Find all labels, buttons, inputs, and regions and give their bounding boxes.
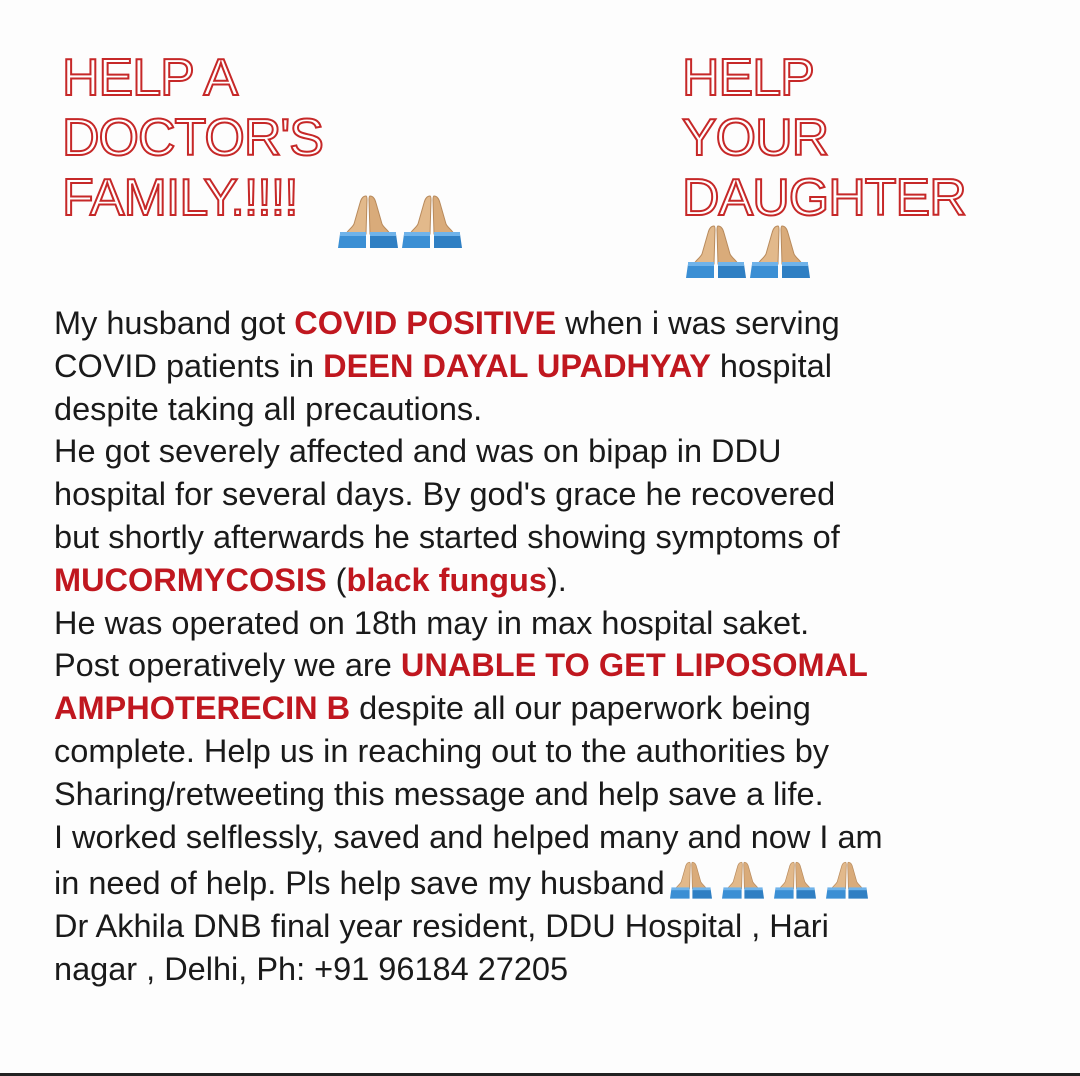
message-line: AMPHOTERECIN B despite all our paperwork being [54,690,811,727]
left-pray-icons [336,190,464,250]
highlight-hospital-name: DEEN DAYAL UPADHYAY [323,347,711,384]
headline-help-doctors-family [62,48,323,228]
headline-right-line-3: DAUGHTER [682,169,966,227]
message-line: My husband got COVID POSITIVE when i was serving [54,305,840,341]
headline-left-line-3: FAMILY.!!!! [62,169,298,227]
message-line: but shortly afterwards he started showing symptoms of [54,518,840,555]
folded-hands-icon [717,858,769,900]
headline-right-line-1: HELP [682,49,814,107]
highlight-drug-name: AMPHOTERECIN B [54,690,351,727]
headline-right-line-2: YOUR [682,109,829,167]
folded-hands-icon [769,858,821,900]
headline-left-line-2: DOCTOR'S [62,109,323,167]
contact-line: nagar , Delhi, Ph: +91 96184 27205 [54,950,569,987]
message-line: Post operatively we are UNABLE TO GET LIPOSOMAL [54,647,868,684]
right-pray-icons [684,220,812,280]
message-line: in need of help. Pls help save my husband [54,858,1064,905]
headline-left-line-1: HELP A [62,49,238,107]
message-line: He got severely affected and was on bipap in DDU [54,433,782,470]
message-line: hospital for several days. By god's grace he recovered [54,476,836,513]
folded-hands-icon [665,858,717,900]
folded-hands-icon [821,858,873,900]
folded-hands-icon [748,220,812,280]
message-line: COVID patients in DEEN DAYAL UPADHYAY hospital [54,347,832,384]
message-line: complete. Help us in reaching out to the authorities by [54,732,830,769]
message-line: MUCORMYCOSIS (black fungus). [54,561,567,598]
appeal-message [54,302,1064,991]
message-line: Sharing/retweeting this message and help save a life. [54,775,824,812]
message-line: despite taking all precautions. [54,390,483,427]
message-line: I worked selflessly, saved and helped many and now I am [54,818,883,855]
highlight-unable-to-get: UNABLE TO GET LIPOSOMAL [400,647,868,684]
highlight-covid-positive: COVID POSITIVE [294,305,557,341]
signature-line: Dr Akhila DNB final year resident, DDU Hospital , Hari [54,908,829,945]
highlight-mucormycosis: MUCORMYCOSIS [54,561,327,598]
highlight-black-fungus: black fungus [346,561,547,598]
folded-hands-icon [336,190,400,250]
folded-hands-icon [684,220,748,280]
message-line: He was operated on 18th may in max hospital saket. [54,604,810,641]
folded-hands-icon [400,190,464,250]
headline-help-your-daughter [682,48,966,228]
